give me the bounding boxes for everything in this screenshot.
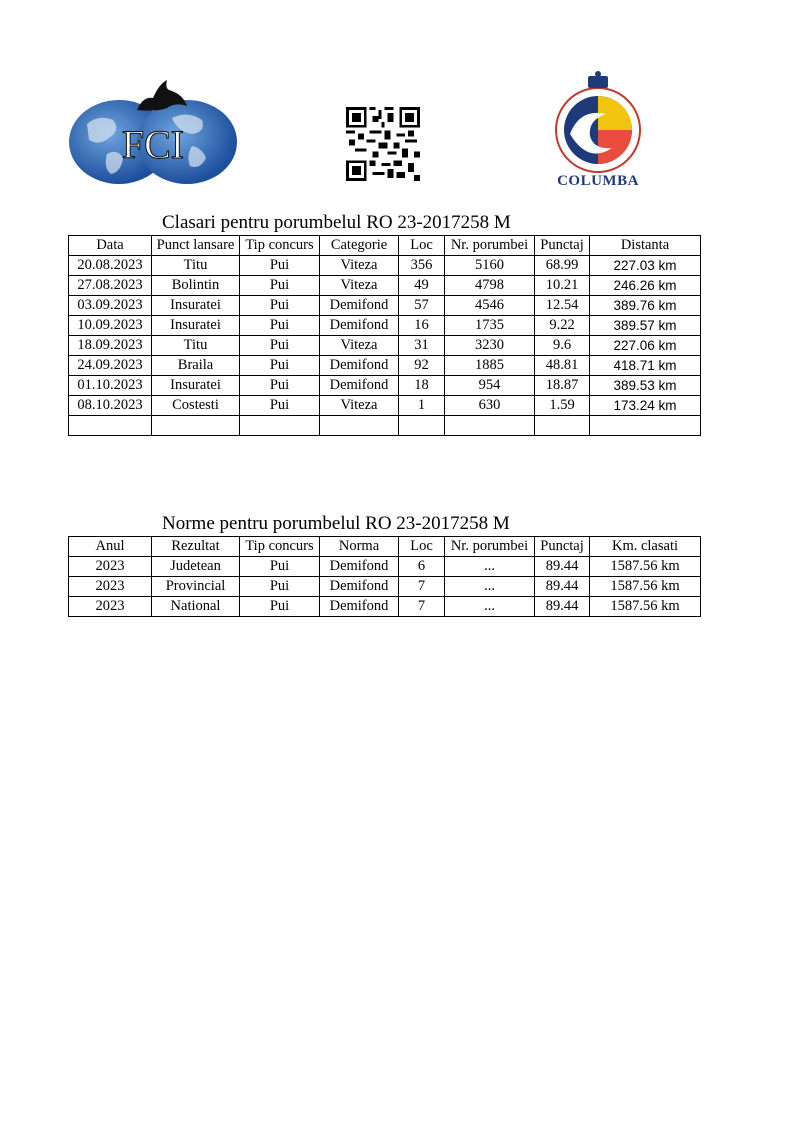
table-row — [69, 256, 701, 276]
table-cell: 9.22 — [535, 316, 590, 336]
table-cell: 18 — [399, 376, 445, 396]
columba-wordmark: COLUMBA — [557, 173, 639, 189]
table-cell: 92 — [399, 356, 445, 376]
table-cell: 20.08.2023 — [69, 256, 152, 276]
table-row — [69, 416, 701, 436]
column-header: Tip concurs — [240, 537, 320, 557]
table-cell: 12.54 — [535, 296, 590, 316]
table-cell: 03.09.2023 — [69, 296, 152, 316]
table-cell: Demifond — [320, 316, 399, 336]
table-cell: 89.44 — [535, 577, 590, 597]
column-header: Categorie — [320, 236, 399, 256]
table-cell: Demifond — [320, 356, 399, 376]
column-header: Nr. porumbei — [445, 236, 535, 256]
table-cell — [152, 416, 240, 436]
table-row — [69, 577, 701, 597]
clasari-title: Clasari pentru porumbelul RO 23-2017258 M — [162, 212, 511, 233]
table-cell: 01.10.2023 — [69, 376, 152, 396]
table-cell: ... — [445, 577, 535, 597]
table-cell: Pui — [240, 356, 320, 376]
table-cell: Viteza — [320, 396, 399, 416]
table-cell: Pui — [240, 256, 320, 276]
table-cell: Pui — [240, 316, 320, 336]
table-row — [69, 296, 701, 316]
table-cell: 418.71 km — [590, 356, 701, 376]
table-cell: Costesti — [152, 396, 240, 416]
table-cell: Pui — [240, 577, 320, 597]
column-header: Anul — [69, 537, 152, 557]
table-cell: ... — [445, 557, 535, 577]
table-cell: Pui — [240, 376, 320, 396]
table-cell: 2023 — [69, 577, 152, 597]
table-cell: Braila — [152, 356, 240, 376]
table-cell: 49 — [399, 276, 445, 296]
table-cell: 27.08.2023 — [69, 276, 152, 296]
table-cell — [399, 416, 445, 436]
table-cell — [69, 416, 152, 436]
table-cell: Titu — [152, 256, 240, 276]
table-cell: 57 — [399, 296, 445, 316]
column-header: Rezultat — [152, 537, 240, 557]
table-cell: 89.44 — [535, 557, 590, 577]
table-row — [69, 276, 701, 296]
table-cell: 31 — [399, 336, 445, 356]
table-cell: 173.24 km — [590, 396, 701, 416]
table-cell: Provincial — [152, 577, 240, 597]
table-cell: Judetean — [152, 557, 240, 577]
table-row — [69, 376, 701, 396]
column-header: Nr. porumbei — [445, 537, 535, 557]
table-cell: Demifond — [320, 577, 399, 597]
table-cell: Pui — [240, 296, 320, 316]
table-cell: 9.6 — [535, 336, 590, 356]
column-header: Distanta — [590, 236, 701, 256]
table-row — [69, 336, 701, 356]
column-header: Loc — [399, 236, 445, 256]
table-cell: 3230 — [445, 336, 535, 356]
table-cell: 227.06 km — [590, 336, 701, 356]
table-cell: Demifond — [320, 296, 399, 316]
column-header: Norma — [320, 537, 399, 557]
clasari-header-row — [69, 236, 701, 256]
table-cell: 10.09.2023 — [69, 316, 152, 336]
column-header: Loc — [399, 537, 445, 557]
table-cell: 389.76 km — [590, 296, 701, 316]
table-cell: Insuratei — [152, 316, 240, 336]
table-cell: National — [152, 597, 240, 617]
svg-text:FCI: FCI — [121, 122, 185, 167]
table-cell: Pui — [240, 276, 320, 296]
table-cell — [535, 416, 590, 436]
table-row — [69, 316, 701, 336]
table-row — [69, 557, 701, 577]
table-cell: 2023 — [69, 557, 152, 577]
table-cell: 16 — [399, 316, 445, 336]
column-header: Punctaj — [535, 236, 590, 256]
table-cell: 1587.56 km — [590, 577, 701, 597]
norme-header-row — [69, 537, 701, 557]
table-cell — [320, 416, 399, 436]
clasari-table — [68, 235, 701, 436]
table-cell: 227.03 km — [590, 256, 701, 276]
table-cell: Pui — [240, 336, 320, 356]
table-cell: Viteza — [320, 276, 399, 296]
table-cell: 68.99 — [535, 256, 590, 276]
table-cell: 4546 — [445, 296, 535, 316]
table-cell: Insuratei — [152, 376, 240, 396]
table-cell — [240, 416, 320, 436]
qr-code — [346, 107, 420, 181]
table-cell: Pui — [240, 597, 320, 617]
table-cell: 2023 — [69, 597, 152, 617]
table-cell: 1.59 — [535, 396, 590, 416]
table-cell: 6 — [399, 557, 445, 577]
norme-title: Norme pentru porumbelul RO 23-2017258 M — [162, 513, 510, 534]
table-cell: 18.09.2023 — [69, 336, 152, 356]
table-cell: Titu — [152, 336, 240, 356]
column-header: Tip concurs — [240, 236, 320, 256]
table-cell: Pui — [240, 396, 320, 416]
table-cell: Demifond — [320, 376, 399, 396]
table-cell: 954 — [445, 376, 535, 396]
table-cell: 389.57 km — [590, 316, 701, 336]
table-cell: 1587.56 km — [590, 557, 701, 577]
table-cell: 5160 — [445, 256, 535, 276]
table-cell: 48.81 — [535, 356, 590, 376]
table-cell: 10.21 — [535, 276, 590, 296]
table-cell: Bolintin — [152, 276, 240, 296]
column-header: Km. clasati — [590, 537, 701, 557]
column-header: Punct lansare — [152, 236, 240, 256]
table-cell: 389.53 km — [590, 376, 701, 396]
table-cell: 1587.56 km — [590, 597, 701, 617]
table-cell: 18.87 — [535, 376, 590, 396]
table-cell: 1735 — [445, 316, 535, 336]
table-cell — [590, 416, 701, 436]
columba-logo — [540, 70, 656, 190]
fci-logo — [67, 74, 237, 186]
column-header: Punctaj — [535, 537, 590, 557]
table-cell: Viteza — [320, 336, 399, 356]
table-cell: 246.26 km — [590, 276, 701, 296]
table-cell: 7 — [399, 597, 445, 617]
norme-table — [68, 536, 701, 617]
table-cell: 1 — [399, 396, 445, 416]
table-cell: Viteza — [320, 256, 399, 276]
table-cell: 24.09.2023 — [69, 356, 152, 376]
table-cell: 4798 — [445, 276, 535, 296]
table-cell: ... — [445, 597, 535, 617]
table-cell: 1885 — [445, 356, 535, 376]
table-cell: 08.10.2023 — [69, 396, 152, 416]
table-cell — [445, 416, 535, 436]
table-cell: 7 — [399, 577, 445, 597]
table-cell: Demifond — [320, 597, 399, 617]
table-cell: 89.44 — [535, 597, 590, 617]
table-row — [69, 396, 701, 416]
table-cell: Pui — [240, 557, 320, 577]
column-header: Data — [69, 236, 152, 256]
table-cell: Insuratei — [152, 296, 240, 316]
table-row — [69, 356, 701, 376]
table-cell: 630 — [445, 396, 535, 416]
table-cell: Demifond — [320, 557, 399, 577]
table-row — [69, 597, 701, 617]
table-cell: 356 — [399, 256, 445, 276]
